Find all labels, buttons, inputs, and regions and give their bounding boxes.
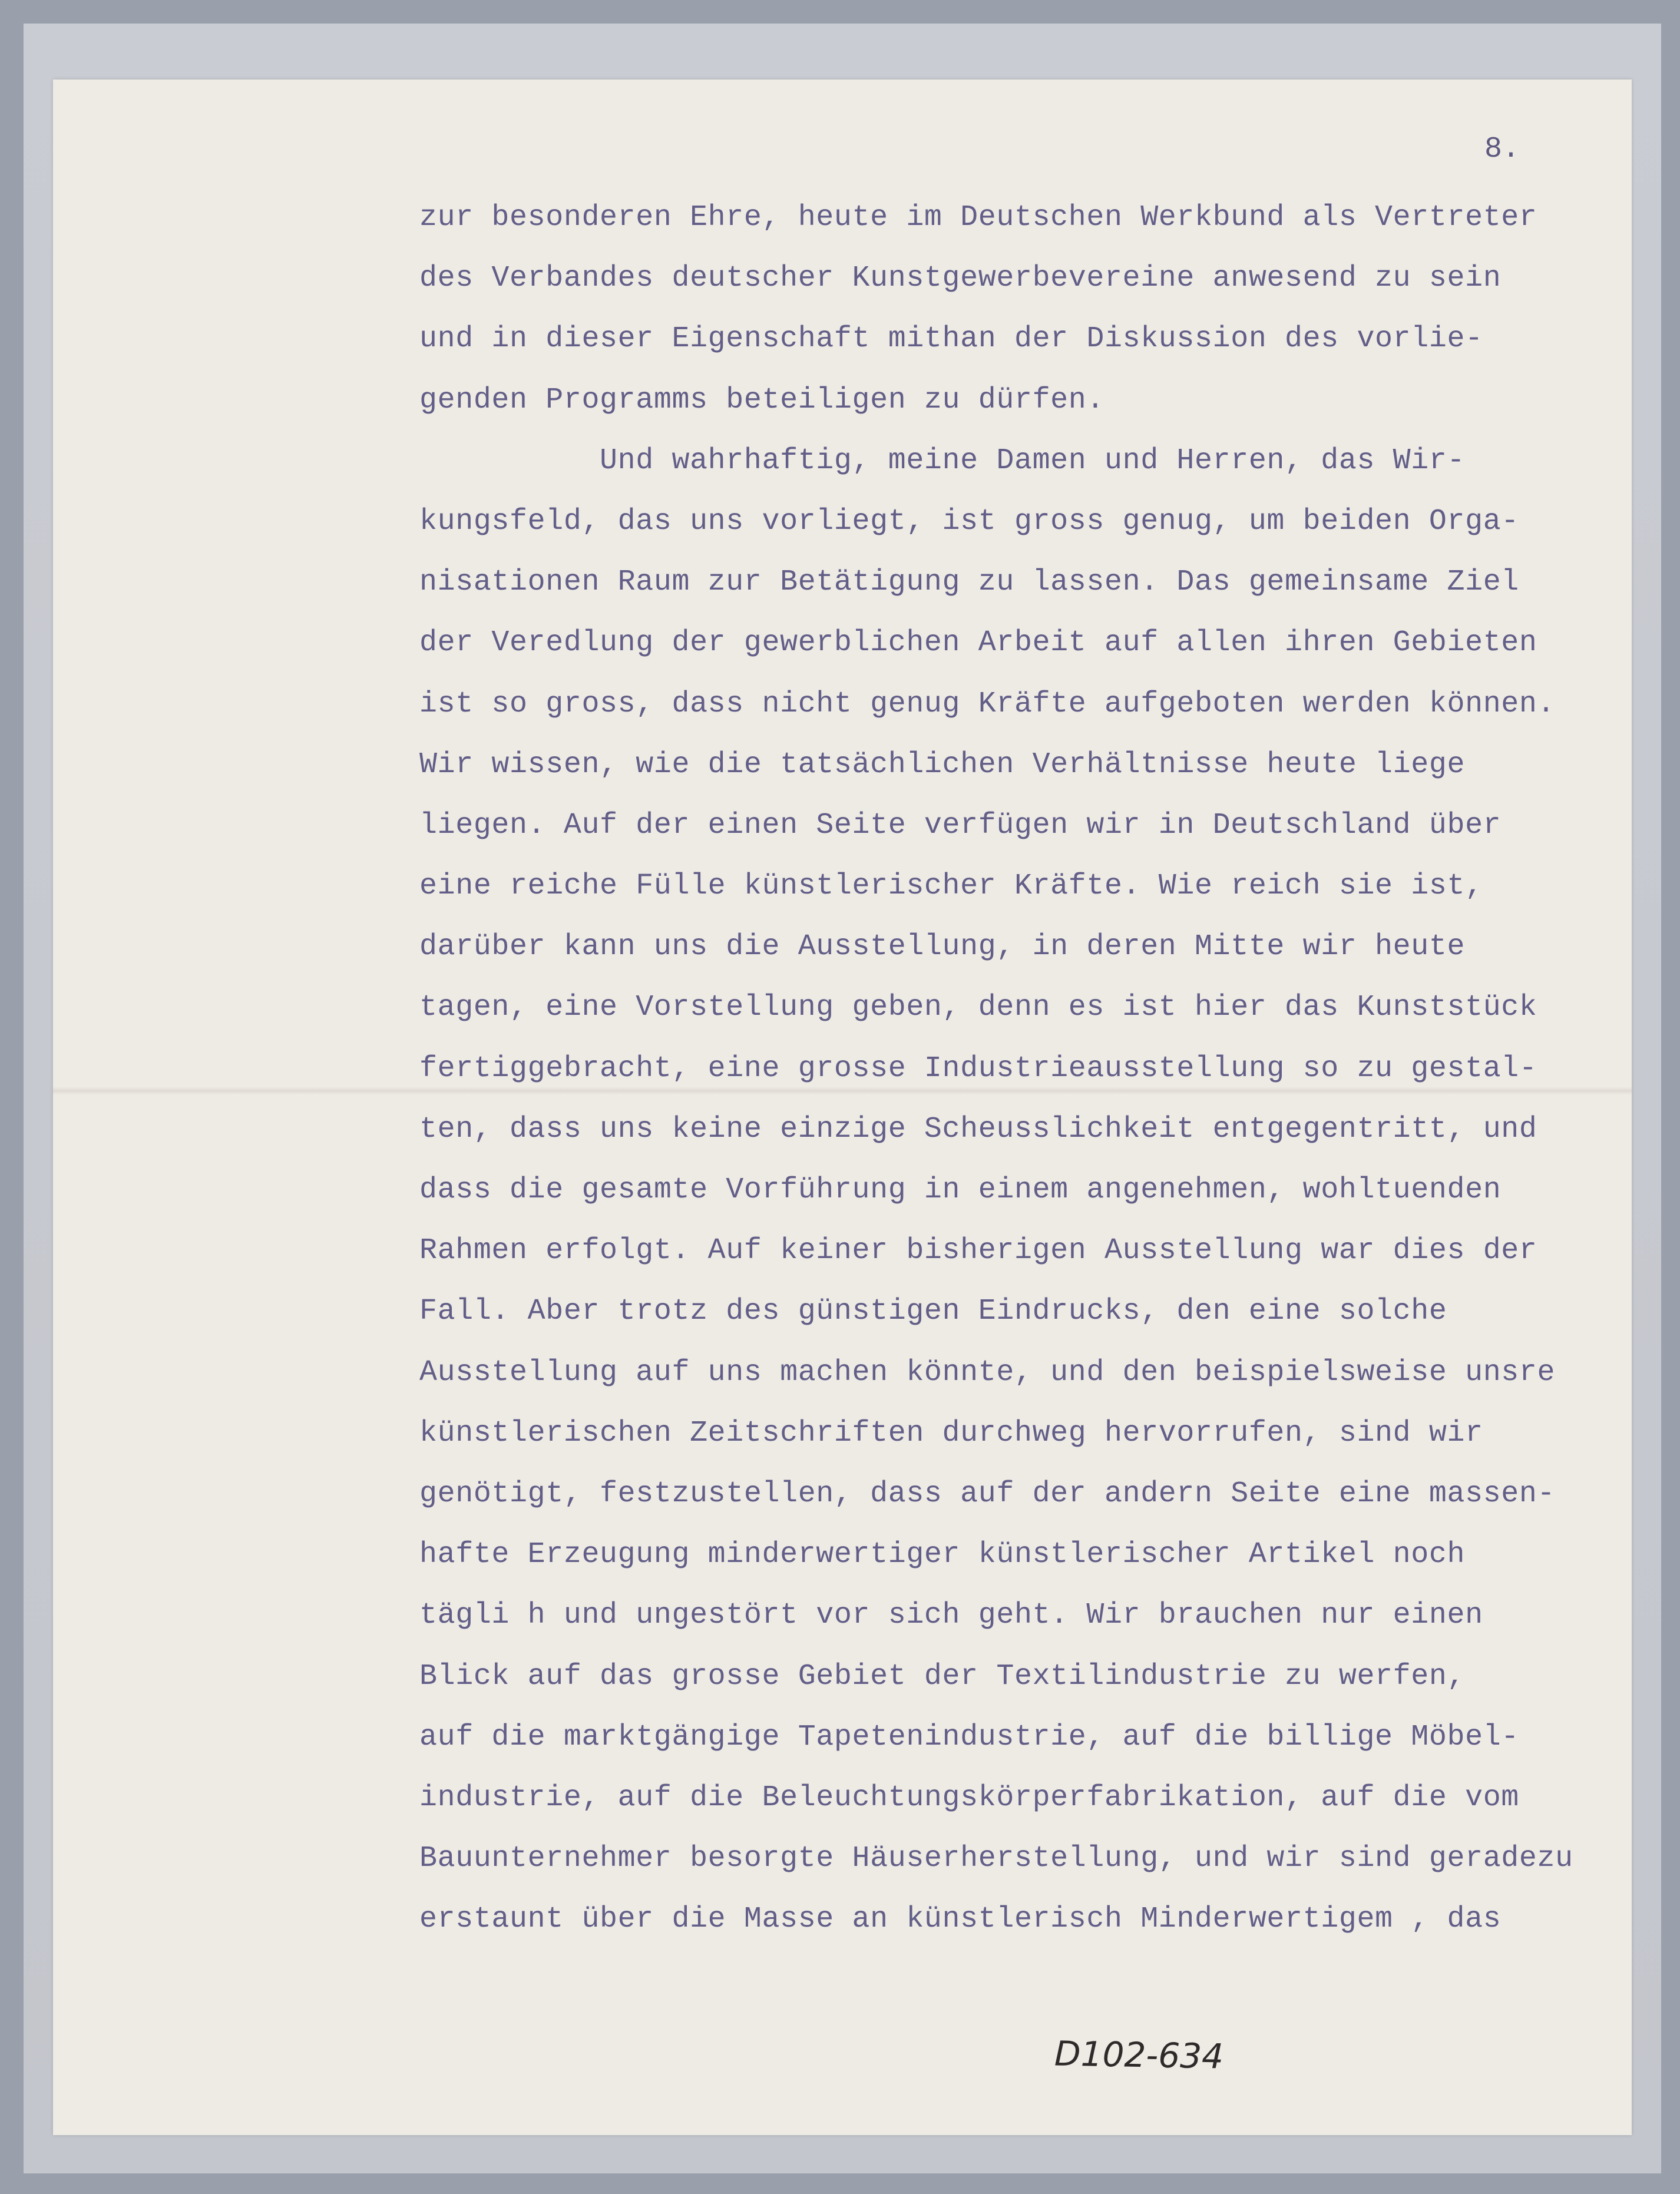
text-line: Blick auf das grosse Gebiet der Textilindustrie zu werfen, (419, 1659, 1466, 1693)
text-line: erstaunt über die Masse an künstlerisch Minderwertigem , das (419, 1902, 1502, 1937)
text-line: und in dieser Eigenschaft mithan der Diskussion des vorlie- (419, 322, 1483, 356)
text-line: des Verbandes deutscher Kunstgewerbevereine anwesend zu sein (419, 262, 1502, 296)
text-line: der Veredlung der gewerblichen Arbeit auf allen ihren Gebieten (419, 626, 1537, 660)
text-line: dass die gesamte Vorführung in einem angenehmen, wohltuenden (419, 1173, 1502, 1207)
archive-signature-mark: D102-634 (1054, 2033, 1224, 2077)
text-line: ist so gross, dass nicht genug Kräfte aufgeboten werden können. (419, 687, 1556, 721)
text-line: Bauunternehmer besorgte Häuserherstellung, und wir sind geradezu (419, 1842, 1573, 1876)
text-line: Wir wissen, wie die tatsächlichen Verhältnisse heute liege (419, 747, 1466, 782)
text-line: tagen, eine Vorstellung geben, denn es ist hier das Kunststück (419, 991, 1537, 1025)
text-line: hafte Erzeugung minderwertiger künstlerischer Artikel noch (419, 1538, 1466, 1572)
text-line: Rahmen erfolgt. Auf keiner bisherigen Ausstellung war dies der (419, 1234, 1537, 1268)
text-line: genden Programms beteiligen zu dürfen. (419, 383, 1104, 417)
text-line: zur besonderen Ehre, heute im Deutschen Werkbund als Vertreter (419, 201, 1537, 234)
text-line: Ausstellung auf uns machen könnte, und den beispielsweise unsre (419, 1355, 1556, 1389)
text-line: ten, dass uns keine einzige Scheusslichkeit entgegentritt, und (419, 1112, 1537, 1146)
text-line: liegen. Auf der einen Seite verfügen wir in Deutschland über (419, 808, 1502, 842)
page-number: 8. (1484, 133, 1520, 166)
text-line: eine reiche Fülle künstlerischer Kräfte. Wie reich sie ist, (419, 869, 1483, 904)
text-line: Fall. Aber trotz des günstigen Eindrucks, den eine solche (419, 1295, 1447, 1329)
text-line: kungsfeld, das uns vorliegt, ist gross genug, um beiden Orga- (419, 504, 1519, 538)
text-line: fertiggebracht, eine grosse Industrieausstellung so zu gestal- (419, 1051, 1537, 1086)
text-line: darüber kann uns die Ausstellung, in deren Mitte wir heute (419, 930, 1466, 964)
text-line: auf die marktgängige Tapetenindustrie, auf die billige Möbel- (419, 1720, 1519, 1754)
text-line: nisationen Raum zur Betätigung zu lassen. Das gemeinsame Ziel (419, 565, 1519, 600)
text-line: künstlerischen Zeitschriften durchweg hervorrufen, sind wir (419, 1416, 1483, 1450)
typewritten-text (419, 187, 1621, 1950)
text-line: industrie, auf die Beleuchtungskörperfabrikation, auf die vom (419, 1781, 1519, 1815)
text-line: Und wahrhaftig, meine Damen und Herren, das Wir- (419, 444, 1466, 478)
text-line: tägli h und ungestört vor sich geht. Wir brauchen nur einen (419, 1599, 1483, 1633)
text-line: genötigt, festzustellen, dass auf der andern Seite eine massen- (419, 1477, 1556, 1511)
